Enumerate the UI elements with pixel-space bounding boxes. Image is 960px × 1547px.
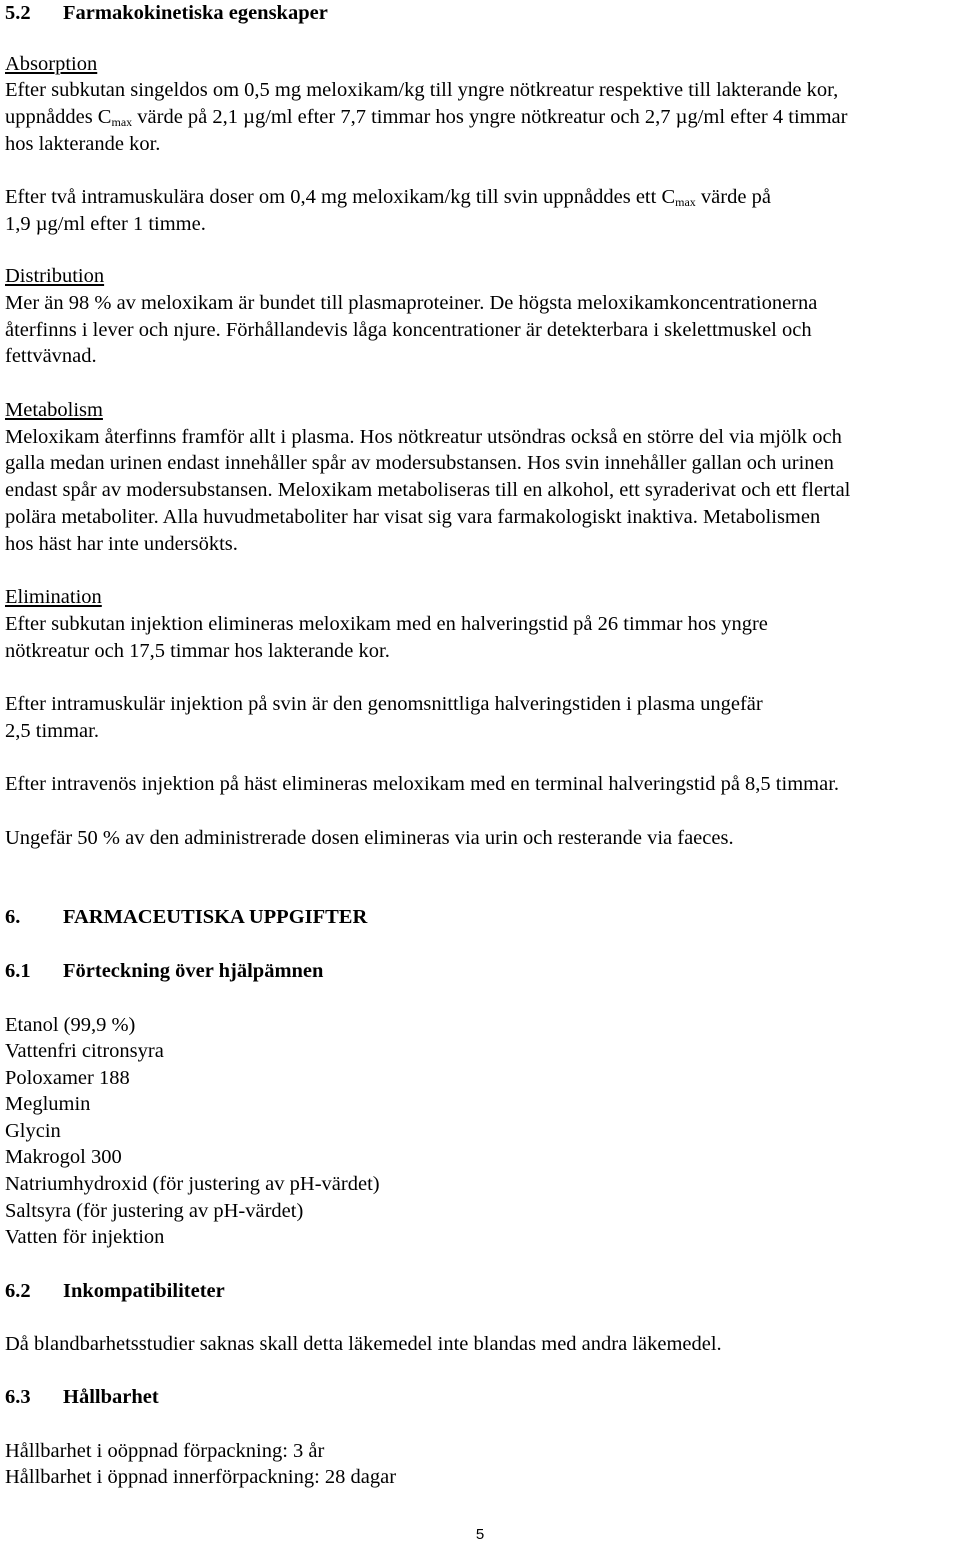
paragraph-line: endast spår av modersubstansen. Meloxikam metaboliseras till en alkohol, ett syraderivat och ett flertal bbox=[5, 479, 851, 501]
excipient-item: Glycin bbox=[5, 1120, 61, 1142]
paragraph-line: hos lakterande kor. bbox=[5, 133, 161, 155]
excipient-item: Makrogol 300 bbox=[5, 1146, 122, 1168]
subscript: max bbox=[111, 115, 133, 129]
text-fragment: värde på bbox=[695, 186, 771, 208]
paragraph-line: Meloxikam återfinns framför allt i plasma. Hos nötkreatur utsöndras också en större del via mjölk och bbox=[5, 426, 842, 448]
elimination-heading: Elimination bbox=[5, 586, 102, 608]
paragraph-line: Då blandbarhetsstudier saknas skall detta läkemedel inte blandas med andra läkemedel. bbox=[5, 1333, 722, 1355]
paragraph-line: 1,9 µg/ml efter 1 timme. bbox=[5, 213, 206, 235]
paragraph-line: Mer än 98 % av meloxikam är bundet till plasmaproteiner. De högsta meloxikamkoncentrationerna bbox=[5, 292, 818, 314]
paragraph-line: Efter intravenös injektion på häst elimineras meloxikam med en terminal halveringstid på 8,5 timmar. bbox=[5, 773, 840, 795]
excipient-item: Meglumin bbox=[5, 1093, 91, 1115]
section-number: 6.3 bbox=[5, 1386, 31, 1408]
section-5-2-heading bbox=[5, 0, 328, 26]
text-fragment: Efter två intramuskulära doser om 0,4 mg meloxikam/kg till svin uppnåddes ett C bbox=[5, 186, 676, 208]
excipient-item: Vatten för injektion bbox=[5, 1226, 165, 1248]
section-6-3-heading bbox=[5, 1384, 159, 1410]
paragraph-line: hos häst har inte undersökts. bbox=[5, 533, 238, 555]
paragraph-line: Efter subkutan singeldos om 0,5 mg meloxikam/kg till yngre nötkreatur respektive till lakterande kor, bbox=[5, 79, 839, 101]
section-6-2-heading bbox=[5, 1278, 225, 1304]
page-number: 5 bbox=[475, 1526, 485, 1543]
section-title: Hållbarhet bbox=[63, 1386, 159, 1408]
distribution-heading: Distribution bbox=[5, 265, 105, 287]
excipient-item: Saltsyra (för justering av pH-värdet) bbox=[5, 1200, 304, 1222]
excipient-item: Vattenfri citronsyra bbox=[5, 1040, 164, 1062]
excipient-item: Etanol (99,9 %) bbox=[5, 1014, 136, 1036]
paragraph-line: Efter subkutan injektion elimineras meloxikam med en halveringstid på 26 timmar hos yngre bbox=[5, 613, 768, 635]
excipient-item: Poloxamer 188 bbox=[5, 1067, 130, 1089]
paragraph-line: fettvävnad. bbox=[5, 345, 97, 367]
paragraph-line: galla medan urinen endast innehåller spår av modersubstansen. Hos svin innehåller gallan och urinen bbox=[5, 452, 834, 474]
absorption-heading: Absorption bbox=[5, 53, 98, 75]
paragraph-line bbox=[5, 184, 771, 210]
paragraph-line: nötkreatur och 17,5 timmar hos lakterande kor. bbox=[5, 640, 390, 662]
subscript: max bbox=[675, 195, 696, 209]
section-number: 5.2 bbox=[5, 2, 31, 24]
section-title: FARMACEUTISKA UPPGIFTER bbox=[63, 906, 368, 928]
paragraph-line: Hållbarhet i oöppnad förpackning: 3 år bbox=[5, 1440, 325, 1462]
paragraph-line: Ungefär 50 % av den administrerade dosen elimineras via urin och resterande via faeces. bbox=[5, 827, 734, 849]
metabolism-heading: Metabolism bbox=[5, 399, 103, 421]
paragraph-line: 2,5 timmar. bbox=[5, 720, 99, 742]
section-number: 6.2 bbox=[5, 1280, 31, 1302]
text-fragment: värde på 2,1 µg/ml efter 7,7 timmar hos yngre nötkreatur och 2,7 µg/ml efter 4 timmar bbox=[132, 106, 848, 128]
section-6-heading bbox=[5, 904, 367, 930]
section-number: 6.1 bbox=[5, 960, 31, 982]
section-6-1-heading bbox=[5, 958, 323, 984]
section-title: Förteckning över hjälpämnen bbox=[63, 960, 324, 982]
paragraph-line bbox=[5, 104, 847, 130]
section-title: Farmakokinetiska egenskaper bbox=[63, 2, 328, 24]
paragraph-line: Hållbarhet i öppnad innerförpackning: 28 dagar bbox=[5, 1466, 397, 1488]
excipient-item: Natriumhydroxid (för justering av pH-värdet) bbox=[5, 1173, 380, 1195]
paragraph-line: återfinns i lever och njure. Förhållandevis låga koncentrationer är detekterbara i skelettmuskel och bbox=[5, 319, 812, 341]
text-fragment: uppnåddes C bbox=[5, 106, 112, 128]
paragraph-line: Efter intramuskulär injektion på svin är den genomsnittliga halveringstiden i plasma ungefär bbox=[5, 693, 763, 715]
paragraph-line: polära metaboliter. Alla huvudmetaboliter har visat sig vara farmakologiskt inaktiva. Metabolismen bbox=[5, 506, 821, 528]
section-number: 6. bbox=[5, 906, 21, 928]
section-title: Inkompatibiliteter bbox=[63, 1280, 225, 1302]
